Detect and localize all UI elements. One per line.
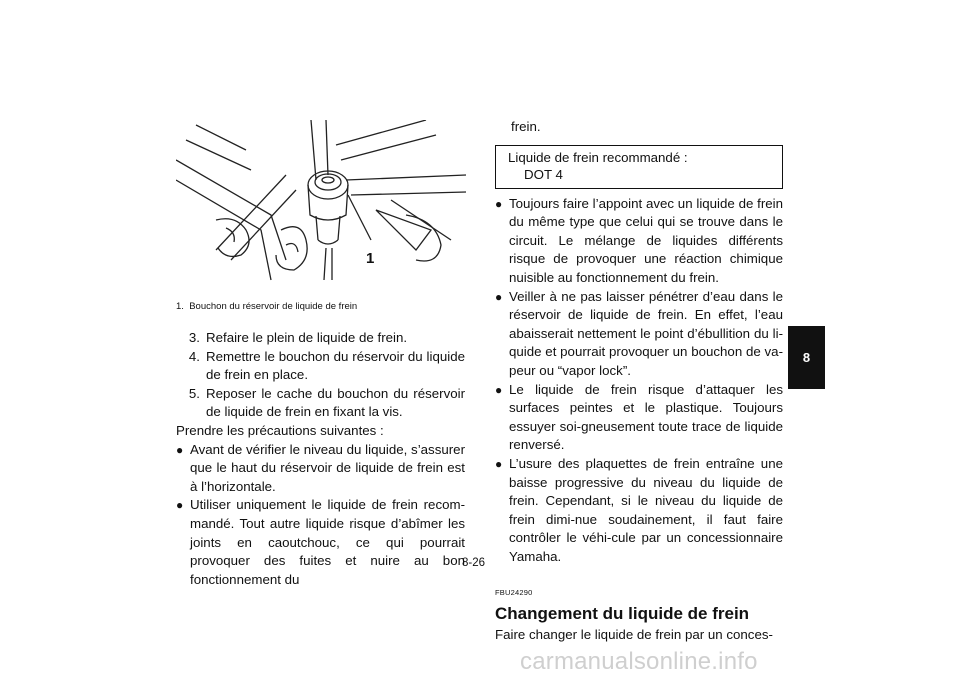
bullet-item [176,496,465,589]
bullet-icon: ● [495,456,503,471]
bullet-text: Utiliser uniquement le liquide de frein recom-mandé. Tout autre liquide risque d’abîmer les joints en caoutchouc, ce qui pourrait provoquer des fuites et nuire au bon fonctionnement du [190,497,465,587]
bullet-text: Veiller à ne pas laisser pénétrer d’eau dans le réservoir de liquide de frein. En effet, l’eau abaisserait nettement le point d’ébullition du li-quide et pourrait provoquer un bouchon de va-peur ou “vapor lock”. [509,288,783,378]
bullet-icon: ● [176,442,184,457]
bullet-icon: ● [495,196,503,211]
bullet-item [176,441,465,497]
bullet-item [495,195,783,288]
step-number: 3. [188,330,200,345]
section-text: Faire changer le liquide de frein par un conces- [495,627,773,643]
section-code: FBU24290 [495,588,533,598]
figure-caption-number: 1. [176,301,184,312]
bullet-icon: ● [495,289,503,304]
bullet-text: Avant de vérifier le niveau du liquide, s’assurer que le haut du réservoir de liquide de frein est à l’horizontale. [190,441,465,494]
continued-text: frein. [511,119,541,134]
step-text: Reposer le cache du bouchon du réservoir de liquide de frein en fixant la vis. [206,385,465,420]
step-text: Remettre le bouchon du réservoir du liquide de frein en place. [206,348,465,383]
bullet-text: Le liquide de frein risque d’attaquer les surfaces peintes et le plastique. Toujours essuyer soi-gneusement toute trace de liquide renversé. [509,381,783,453]
brake-reservoir-drawing [176,120,466,295]
bullet-item [495,455,783,567]
figure-caption [176,301,357,312]
spec-label: Liquide de frein recommandé : [508,149,688,165]
bullet-item [495,288,783,381]
figure-callout-number: 1 [366,250,375,267]
page-number: 8-26 [462,557,486,569]
left-column [176,329,465,589]
bullet-item [495,381,783,455]
watermark-text: carmanualsonline.info [520,648,758,675]
figure-caption-text: Bouchon du réservoir de liquide de frein [189,301,358,312]
step-4 [176,348,465,385]
brake-reservoir-illustration [176,120,466,295]
recommended-fluid-box [495,145,783,189]
step-3 [176,329,465,348]
step-number: 4. [188,348,200,364]
bullet-text: Toujours faire l’appoint avec un liquide de frein du même type que celui qui se trouve dans le circuit. Le mélange de liquides différents risque de provoquer une réaction chimique nuisible au fonctionnement du frein. [509,195,783,285]
bullet-icon: ● [495,382,503,397]
bullet-icon: ● [176,498,184,513]
step-text: Refaire le plein de liquide de frein. [206,330,408,345]
chapter-tab: 8 [788,326,825,389]
bullet-text: L’usure des plaquettes de frein entraîne une baisse progressive du niveau du liquide de frein. Cependant, si le niveau du liquide de frein dimi-nue soudainement, il faut faire contrôler le véhi-cule par un concessionnaire Yamaha. [509,455,783,564]
right-column [495,118,783,645]
precautions-intro: Prendre les précautions suivantes : [176,422,384,438]
spec-value: DOT 4 [524,166,563,182]
section-title: Changement du liquide de frein [495,604,750,624]
step-number: 5. [188,385,200,401]
step-5 [176,385,465,422]
